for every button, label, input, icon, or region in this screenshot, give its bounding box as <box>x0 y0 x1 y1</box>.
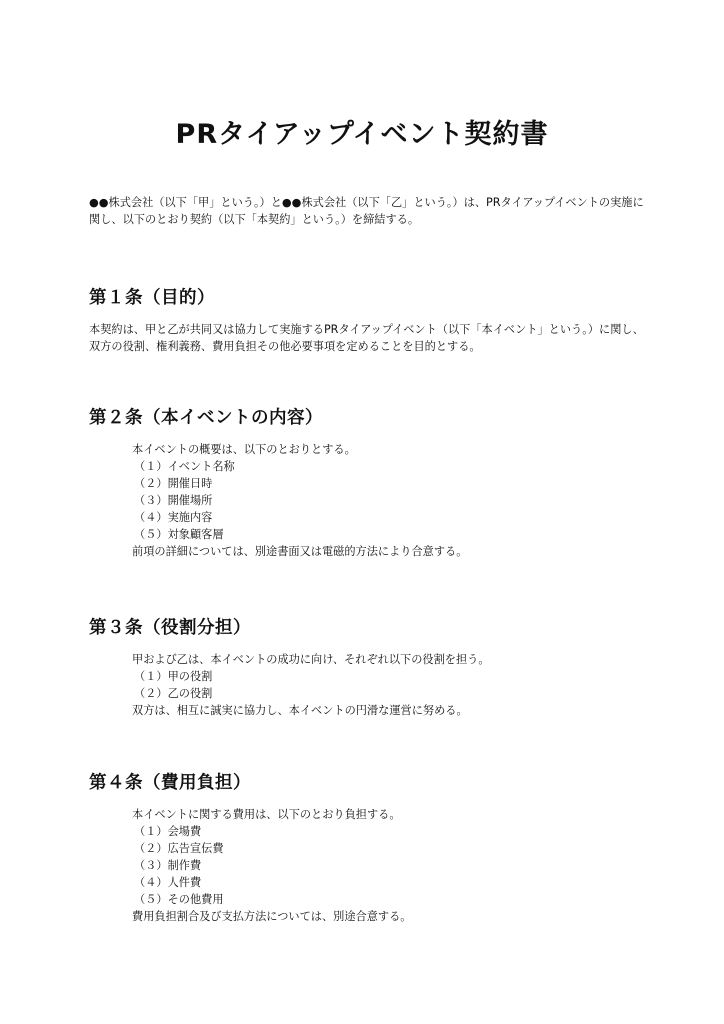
list-item: （２）開催日時 <box>134 477 213 490</box>
article-closing: 双方は、相互に誠実に協力し、本イベントの円滑な運営に努める。 <box>132 704 468 717</box>
article-2-event-content <box>89 405 649 560</box>
article-heading: 第３条（役割分担） <box>89 618 251 638</box>
list-item: （４）人件費 <box>134 876 202 889</box>
article-heading: 第２条（本イベントの内容） <box>89 408 323 428</box>
article-lead: 本イベントに関する費用は、以下のとおり負担する。 <box>132 808 401 821</box>
list-item: （４）実施内容 <box>134 511 213 524</box>
list-item: （１）イベント名称 <box>134 460 235 473</box>
article-lead: 甲および乙は、本イベントの成功に向け、それぞれ以下の役割を担う。 <box>132 653 490 666</box>
list-item: （３）制作費 <box>134 859 202 872</box>
list-item: （５）その他費用 <box>134 893 224 906</box>
list-item: （１）会場費 <box>134 825 202 838</box>
list-item: （３）開催場所 <box>134 494 213 507</box>
article-body <box>89 806 649 925</box>
article-heading: 第１条（目的） <box>89 288 215 308</box>
document-title: PRタイアップイベント契約書 <box>175 119 549 150</box>
article-body <box>89 651 649 719</box>
list-item: （２）広告宣伝費 <box>134 842 224 855</box>
intro-paragraph: ●●株式会社（以下「甲」という。）と●●株式会社（以下「乙」という。）は、PRタイアップイベントの実施に関し、以下のとおり契約（以下「本契約」という。）を締結する。 <box>89 196 644 226</box>
article-heading: 第４条（費用負担） <box>89 773 251 793</box>
article-body <box>89 441 649 560</box>
article-3-roles <box>89 615 649 719</box>
list-item: （５）対象顧客層 <box>134 528 224 541</box>
list-item: （１）甲の役割 <box>134 670 213 683</box>
article-closing: 費用負担割合及び支払方法については、別途合意する。 <box>132 910 412 923</box>
article-4-cost-sharing <box>89 770 649 925</box>
article-lead: 本イベントの概要は、以下のとおりとする。 <box>132 443 356 456</box>
article-paragraph: 本契約は、甲と乙が共同又は協力して実施するPRタイアップイベント（以下「本イベント」という。）に関し、双方の役割、権利義務、費用負担その他必要事項を定めることを目的とする。 <box>89 323 644 353</box>
article-closing: 前項の詳細については、別途書面又は電磁的方法により合意する。 <box>132 545 468 558</box>
list-item: （２）乙の役割 <box>134 687 213 700</box>
article-1-purpose <box>89 285 649 355</box>
